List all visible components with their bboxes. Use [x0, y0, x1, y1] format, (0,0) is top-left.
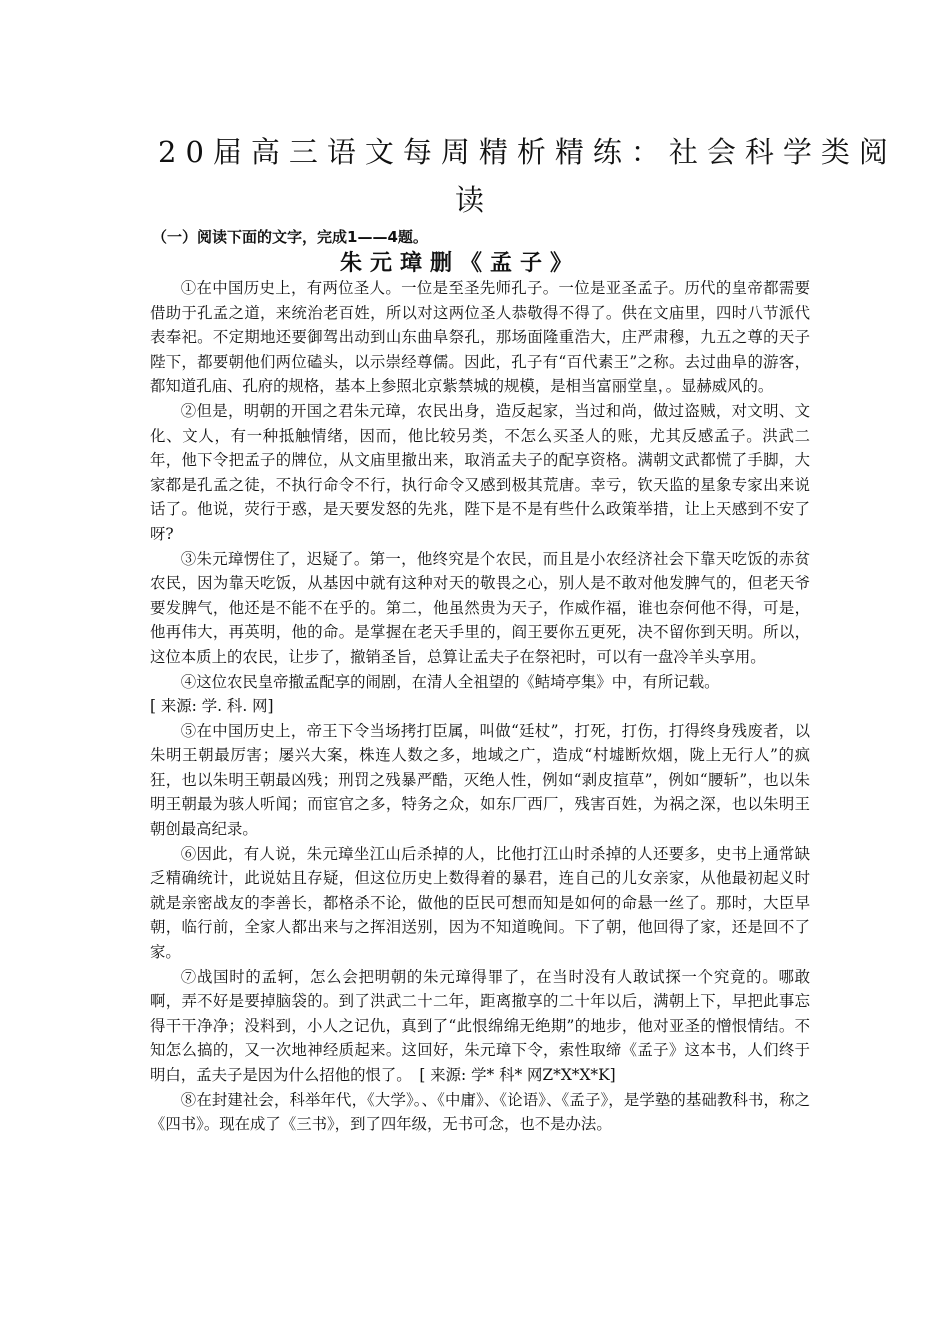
paragraph-7: ⑦战国时的孟轲，怎么会把明朝的朱元璋得罪了，在当时没有人敢试探一个究竟的。哪敢啊，弄不好是要掉脑袋的。到了洪武二十二年，距离撤享的二十年以后，满朝上下，早把此事忘得干干净净；没料到，小人之记仇，真到了“此恨绵绵无绝期”的地步，他对亚圣的憎恨情结。不知怎么搞的，又一次地神经质起来。这回好，朱元璋下令，索性取缔《孟子》这本书，人们终于明白，孟夫子是因为什么招他的恨了。 [ 来源: 学* 科* 网Z*X*X*K]	[150, 967, 810, 1084]
paragraph-1: ①在中国历史上，有两位圣人。一位是至圣先师孔子。一位是亚圣孟子。历代的皇帝都需要借助于孔孟之道，来统治老百姓，所以对这两位圣人恭敬得不得了。供在文庙里，四时八节派代表奉祀。不定期地还要御驾出动到山东曲阜祭孔，那场面隆重浩大，庄严肃穆，九五之尊的天子陛下，都要朝他们两位磕头，以示崇经尊儒。因此，孔子有“百代素王”之称。去过曲阜的游客，都知道孔庙、孔府的规格，基本上参照北京紫禁城的规模，是相当富丽堂皇，。显赫威风的。	[150, 279, 810, 396]
source-note: [ 来源: 学. 科. 网]	[150, 697, 274, 716]
paragraph-4: ④这位农民皇帝撤孟配享的闹剧，在清人全祖望的《鲒埼亭集》中，有所记载。	[180, 672, 720, 691]
paragraph-5: ⑤在中国历史上，帝王下令当场拷打臣属，叫做“廷杖”，打死，打伤，打得终身残废者，以朱明王朝最厉害；屡兴大案，株连人数之多，地域之广，造成“村墟断炊烟，陇上无行人”的疯狂，也以朱明王朝最凶残；刑罚之残暴严酷，灭绝人性，例如“剥皮揎草”，例如“腰斩”，也以朱明王朝最为骇人听闻；而宦官之多，特务之众，如东厂西厂，残害百姓，为祸之深，也以朱明王朝创最高纪录。	[150, 721, 810, 839]
paragraph-3: ③朱元璋愣住了，迟疑了。第一，他终究是个农民，而且是小农经济社会下靠天吃饭的赤贫农民，因为靠天吃饭，从基因中就有这种对天的敬畏之心，别人是不敢对他发脾气的，但老天爷要发脾气，他还是不能不在乎的。第二，他虽然贵为天子，作威作福，谁也奈何他不得，可是，他再伟大，再英明，他的命。是掌握在老天手里的，阎王要你五更死，决不留你到天明。所以，这位本质上的农民，让步了，撤销圣旨，总算让孟夫子在祭祀时，可以有一盘冷羊头享用。	[150, 549, 810, 666]
section-heading: （一）阅读下面的文字，完成1——4题。	[152, 228, 428, 246]
paragraph-8: ⑧在封建社会，科举年代，《大学》。、《中庸》、《论语》、《孟子》，是学塾的基础教科书，称之《四书》。现在成了《三书》，到了四年级，无书可念，也不是办法。	[150, 1090, 810, 1134]
article-title: 朱元璋删《孟子》	[340, 251, 581, 276]
paragraph-2: ②但是，明朝的开国之君朱元璋，农民出身，造反起家，当过和尚，做过盗贼，对文明、文化、文人，有一种抵触情绪，因而，他比较另类，不怎么买圣人的账，尤其反感孟子。洪武二年，他下令把孟子的牌位，从文庙里撤出来，取消孟夫子的配享资格。满朝文武都慌了手脚，大家都是孔孟之徒，不执行命令不行，执行命令又感到极其荒唐。幸亏，钦天监的星象专家出来说话了。他说，荧行于惑，是天要发怒的先兆，陛下是不是有些什么政策举措，让上天感到不安了呀?	[150, 401, 810, 543]
document-title-line1: 20届高三语文每周精析精练：社会科学类阅	[158, 135, 897, 169]
document-title-line2: 读	[455, 183, 494, 217]
article-body	[150, 276, 810, 1137]
paragraph-6: ⑥因此，有人说，朱元璋坐江山后杀掉的人，比他打江山时杀掉的人还要多，史书上通常缺乏精确统计，此说姑且存疑，但这位历史上数得着的暴君，连自己的儿女亲家，从他最初起义时就是亲密战友的李善长，都格杀不论，做他的臣民可想而知是如何的命悬一丝了。那时，大臣早朝，临行前，全家人都出来与之挥泪送别，因为不知道晚间。下了朝，他回得了家，还是回不了家。	[150, 844, 810, 962]
